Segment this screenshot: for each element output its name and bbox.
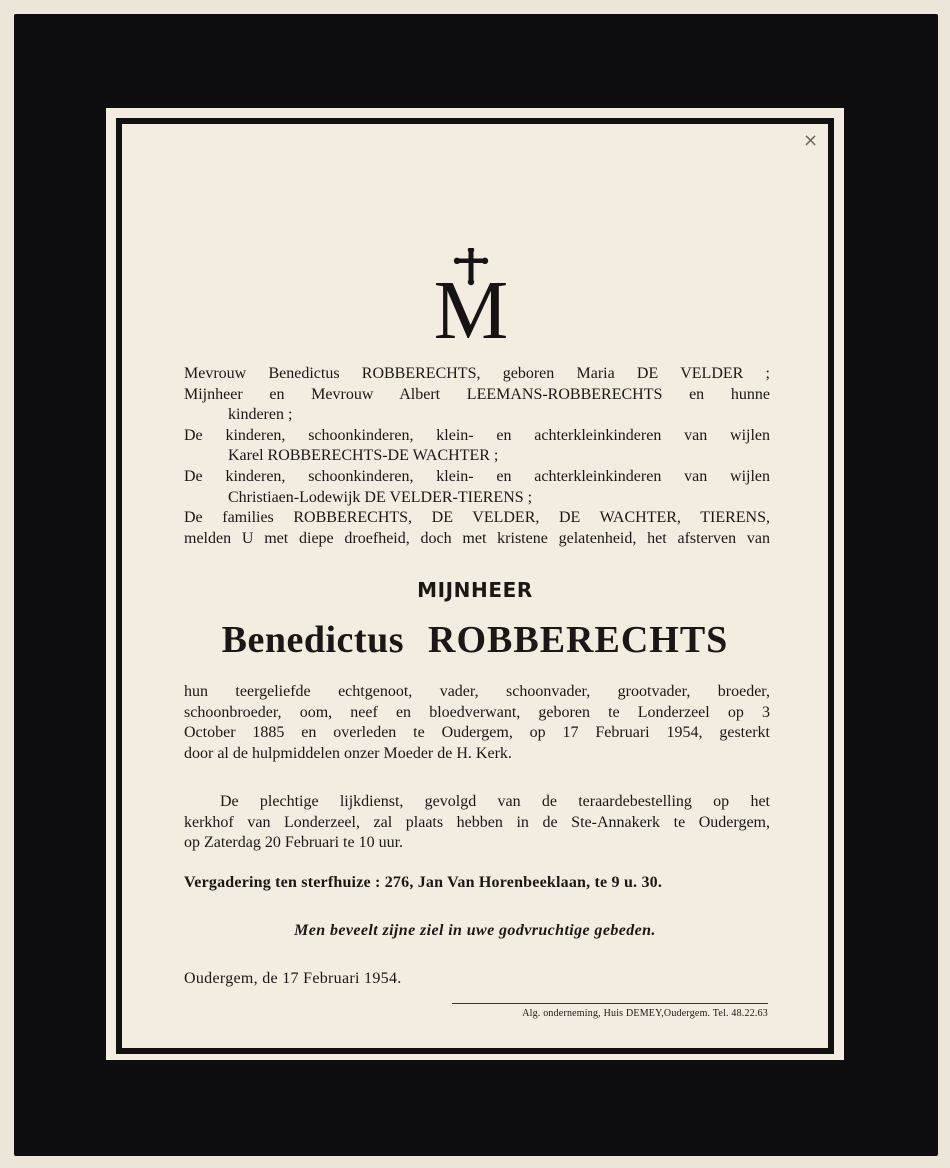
marian-monogram-logo	[424, 248, 518, 340]
pencil-cross-mark: ⨯	[803, 130, 819, 151]
family-announcement	[184, 364, 770, 549]
announcement-line: De kinderen, schoonkinderen, klein- en achterkleinkinderen van wijlen	[184, 467, 770, 485]
funeral-paragraph	[184, 792, 770, 854]
deceased-honorific: MIJNHEER	[417, 578, 533, 602]
funeral-line: De plechtige lijkdienst, gevolgd van de teraardebestelling op het	[220, 793, 770, 810]
printer-divider	[452, 1003, 768, 1004]
announcement-line: melden U met diepe droefheid, doch met kristene gelatenheid, het afsterven van	[184, 529, 770, 547]
place-and-date: Oudergem, de 17 Februari 1954.	[184, 970, 402, 987]
announcement-line: De kinderen, schoonkinderen, klein- en achterkleinkinderen van wijlen	[184, 426, 770, 444]
biography-line: schoonbroeder, oom, neef en bloedverwant, geboren te Londerzeel op 3	[184, 703, 770, 721]
deceased-name	[106, 618, 844, 662]
prayer-request: Men beveelt zijne ziel in uwe godvruchtige gebeden.	[294, 922, 656, 939]
announcement-line: Mevrouw Benedictus ROBBERECHTS, geboren Maria DE VELDER ;	[184, 365, 770, 382]
deceased-given-name: Benedictus	[221, 619, 405, 661]
gathering-notice: Vergadering ten sterfhuize : 276, Jan Van Horenbeeklaan, te 9 u. 30.	[184, 874, 663, 891]
biography-paragraph	[184, 682, 770, 764]
biography-line: hun teergeliefde echtgenoot, vader, schoonvader, grootvader, broeder,	[184, 683, 770, 700]
announcement-line: De families ROBBERECHTS, DE VELDER, DE WACHTER, TIERENS,	[184, 509, 770, 527]
announcement-line: kinderen ;	[228, 406, 293, 424]
funeral-line: op Zaterdag 20 Februari te 10 uur.	[184, 834, 404, 852]
monogram-letter: M	[433, 264, 509, 340]
announcement-line: Mijnheer en Mevrouw Albert LEEMANS-ROBBERECHTS en hunne	[184, 385, 770, 403]
printer-credit: Alg. onderneming, Huis DEMEY,Oudergem. Tel. 48.22.63	[522, 1008, 768, 1019]
announcement-line: Karel ROBBERECHTS-DE WACHTER ;	[228, 447, 499, 465]
announcement-card	[106, 108, 844, 1060]
biography-line: October 1885 en overleden te Oudergem, op 17 Februari 1954, gesterkt	[184, 724, 770, 742]
biography-line: door al de hulpmiddelen onzer Moeder de H. Kerk.	[184, 744, 512, 762]
announcement-line: Christiaen-Lodewijk DE VELDER-TIERENS ;	[228, 488, 533, 506]
funeral-line: kerkhof van Londerzeel, zal plaats hebben in de Ste-Annakerk te Oudergem,	[184, 813, 770, 831]
deceased-surname: ROBBERECHTS	[428, 619, 729, 661]
